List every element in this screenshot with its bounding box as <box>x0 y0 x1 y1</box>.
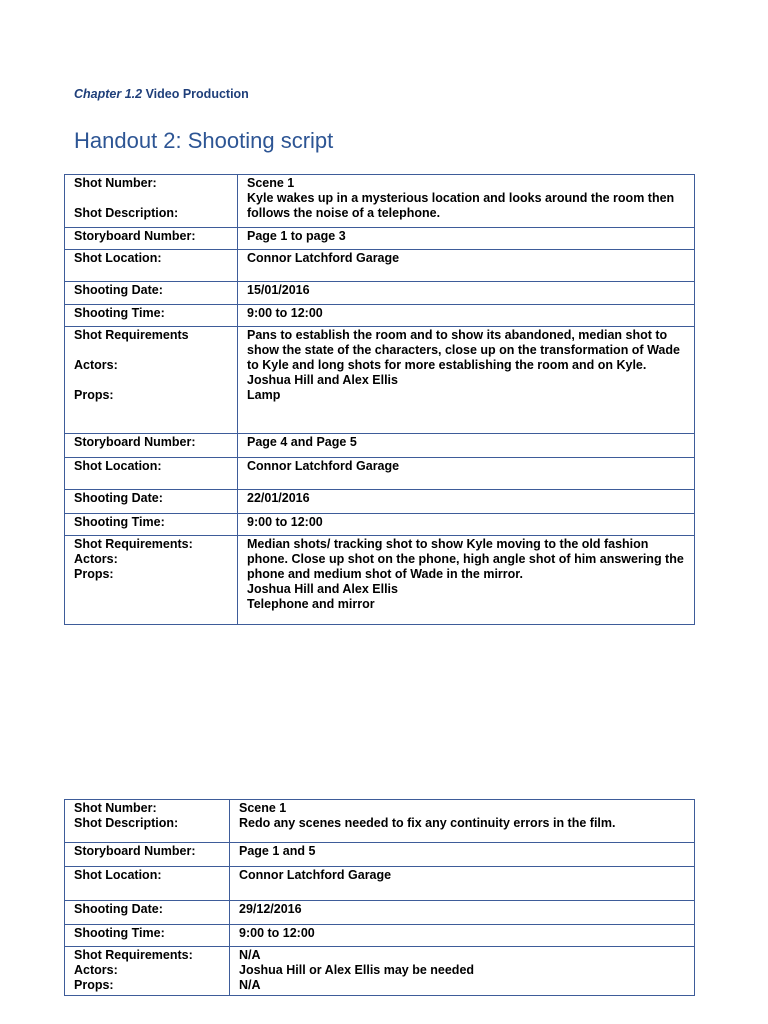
field-label: Shot Description: <box>74 206 179 220</box>
field-label-cell <box>65 901 230 925</box>
field-label: Storyboard Number: <box>74 435 196 449</box>
field-value: Page 1 and 5 <box>239 844 316 858</box>
table-row <box>65 843 695 867</box>
field-label-cell <box>65 305 238 327</box>
field-label-cell <box>65 947 230 996</box>
field-value: Median shots/ tracking shot to show Kyle moving to the old fashion phone. Close up shot on the phone, high angle shot of him answering the phone and medium shot of Wade in the mirror. <box>247 537 688 581</box>
table-row <box>65 434 695 458</box>
field-label-cell <box>65 175 238 228</box>
field-label-cell <box>65 925 230 947</box>
field-label: Shot Number: <box>74 801 157 815</box>
field-value: Page 1 to page 3 <box>247 229 346 243</box>
field-label-cell <box>65 327 238 434</box>
field-label: Shooting Date: <box>74 491 163 505</box>
page-title: Handout 2: Shooting script <box>74 128 334 153</box>
table-row <box>65 514 695 536</box>
table-row <box>65 228 695 250</box>
field-value: Lamp <box>247 388 281 402</box>
field-label-cell <box>65 490 238 514</box>
field-label: Shot Requirements: <box>74 948 193 962</box>
field-value: Joshua Hill and Alex Ellis <box>247 582 398 596</box>
table-row <box>65 282 695 305</box>
table-row <box>65 536 695 625</box>
field-label: Shot Requirements: <box>74 537 193 551</box>
field-value-cell <box>238 175 695 228</box>
field-value-cell <box>238 282 695 305</box>
chapter-heading <box>74 87 249 101</box>
field-value: 22/01/2016 <box>247 491 310 505</box>
field-value: N/A <box>239 948 261 962</box>
field-value: Pans to establish the room and to show its abandoned, median shot to show the state of the characters, close up on the transformation of Wade to Kyle and long shots for more establishing the room and on Kyle. <box>247 328 684 372</box>
field-value: 15/01/2016 <box>247 283 310 297</box>
field-label: Props: <box>74 388 114 402</box>
field-value-cell <box>238 458 695 490</box>
field-label: Actors: <box>74 552 118 566</box>
field-value: Scene 1 <box>247 176 295 190</box>
field-label-cell <box>65 514 238 536</box>
field-value: Telephone and mirror <box>247 597 375 611</box>
field-label-cell <box>65 843 230 867</box>
table-row <box>65 947 695 996</box>
shooting-script-table-1 <box>64 174 695 625</box>
field-value-cell <box>238 514 695 536</box>
chapter-subject: Video Production <box>142 87 249 101</box>
field-label-cell <box>65 458 238 490</box>
field-label-cell <box>65 228 238 250</box>
field-label: Shot Requirements <box>74 328 189 342</box>
table-row <box>65 305 695 327</box>
field-value-cell <box>238 536 695 625</box>
field-value-cell <box>238 228 695 250</box>
field-value: 9:00 to 12:00 <box>247 515 323 529</box>
field-value-cell <box>238 305 695 327</box>
field-label-cell <box>65 867 230 901</box>
field-label: Props: <box>74 978 114 992</box>
field-label: Shot Number: <box>74 176 157 190</box>
field-label: Shooting Time: <box>74 926 165 940</box>
table-row <box>65 490 695 514</box>
field-value: Joshua Hill or Alex Ellis may be needed <box>239 963 475 977</box>
field-label-cell <box>65 434 238 458</box>
field-value-cell <box>230 925 695 947</box>
field-value-cell <box>230 867 695 901</box>
field-value: Scene 1 <box>239 801 287 815</box>
field-label <box>74 191 228 206</box>
field-label: Shot Description: <box>74 816 179 830</box>
field-value: 9:00 to 12:00 <box>239 926 315 940</box>
field-value-cell <box>230 800 695 843</box>
field-value-cell <box>230 843 695 867</box>
field-value: 9:00 to 12:00 <box>247 306 323 320</box>
field-value: 29/12/2016 <box>239 902 302 916</box>
table-row <box>65 800 695 843</box>
field-value: Kyle wakes up in a mysterious location and looks around the room then follows the noise of a telephone. <box>247 191 678 220</box>
field-value-cell <box>238 434 695 458</box>
field-value-cell <box>238 490 695 514</box>
field-label: Shot Location: <box>74 459 162 473</box>
field-label: Shot Location: <box>74 868 162 882</box>
field-value: Connor Latchford Garage <box>247 251 400 265</box>
field-label: Shooting Date: <box>74 283 163 297</box>
field-value-cell <box>238 250 695 282</box>
chapter-number: Chapter 1.2 <box>74 87 143 101</box>
table-row <box>65 925 695 947</box>
field-value: Redo any scenes needed to fix any continuity errors in the film. <box>239 816 616 830</box>
field-label: Actors: <box>74 963 118 977</box>
field-label: Shooting Time: <box>74 515 165 529</box>
field-value: Connor Latchford Garage <box>239 868 392 882</box>
field-label-cell <box>65 250 238 282</box>
table-row <box>65 175 695 228</box>
field-label-cell <box>65 536 238 625</box>
field-label: Shooting Date: <box>74 902 163 916</box>
shooting-script-table-2 <box>64 799 695 996</box>
field-value: Page 4 and Page 5 <box>247 435 357 449</box>
field-value-cell <box>238 327 695 434</box>
field-label-cell <box>65 800 230 843</box>
field-label-cell <box>65 282 238 305</box>
field-label <box>74 373 228 388</box>
table-row <box>65 867 695 901</box>
field-value: Connor Latchford Garage <box>247 459 400 473</box>
table-row <box>65 250 695 282</box>
field-value-cell <box>230 901 695 925</box>
field-label: Actors: <box>74 358 118 372</box>
field-label <box>74 343 228 358</box>
table-row <box>65 458 695 490</box>
field-label: Shooting Time: <box>74 306 165 320</box>
field-value: N/A <box>239 978 261 992</box>
field-value-cell <box>230 947 695 996</box>
field-value: Joshua Hill and Alex Ellis <box>247 373 398 387</box>
field-label: Shot Location: <box>74 251 162 265</box>
field-label: Storyboard Number: <box>74 844 196 858</box>
table-row <box>65 901 695 925</box>
field-label: Storyboard Number: <box>74 229 196 243</box>
table-row <box>65 327 695 434</box>
field-label: Props: <box>74 567 114 581</box>
